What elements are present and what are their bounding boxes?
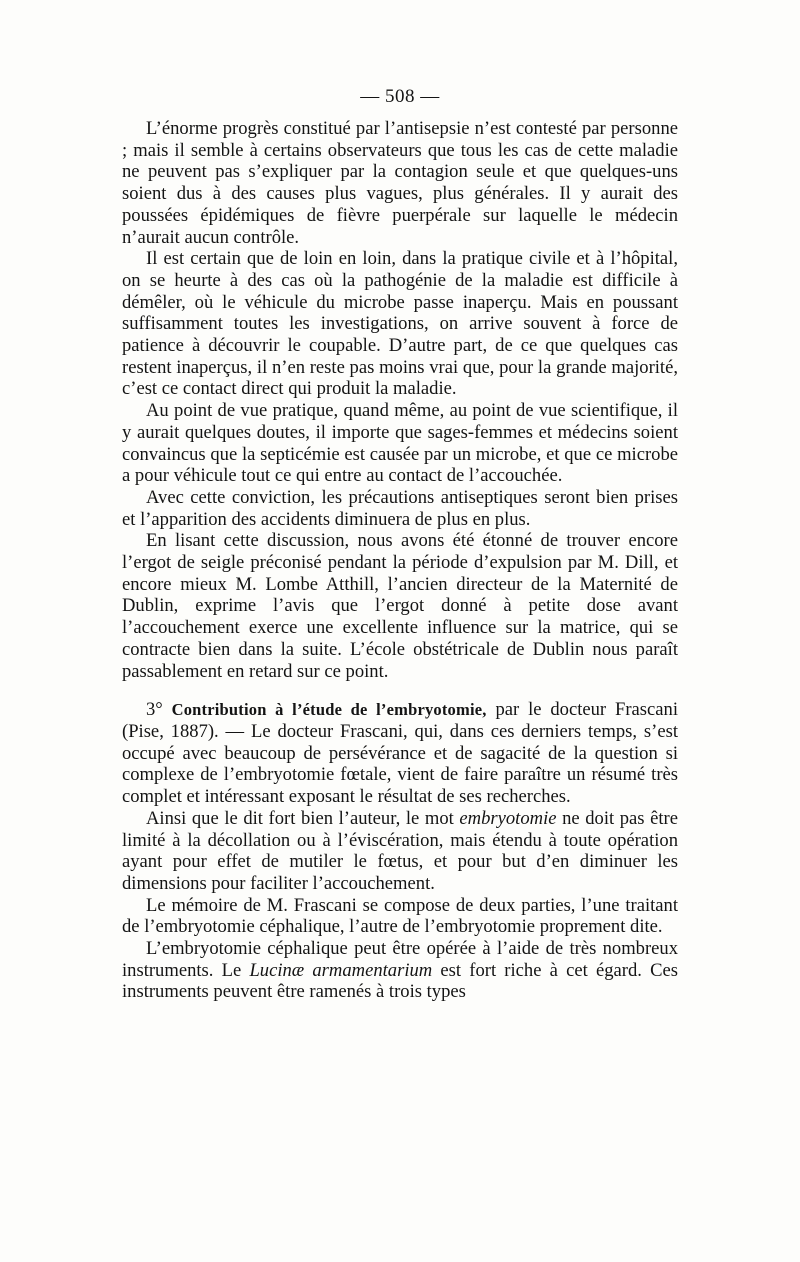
paragraph-memoir-parts: Le mémoire de M. Frascani se compose de deux parties, l’une traitant de l’embryotomie céphalique, l’autre de l’embryotomie proprement dite. (122, 894, 678, 938)
paragraph-conviction: Avec cette conviction, les précautions antiseptiques seront bien prises et l’apparition des accidents diminuera de plus en plus. (122, 486, 678, 530)
section-title: Contribution à l’étude de l’embryotomie, (171, 700, 487, 720)
section-intro-text: par le docteur Frascani (Pise, 1887). — Le docteur Frascani, qui, dans ces derniers temps, s’est occupé avec beaucoup de persévérance et de sagacité de la question si complexe de l’embryotomie fœtale, vient de faire paraître un résumé très complet et intéressant exposant le résultat de ses recherches. (122, 699, 678, 808)
section-embryotomy (122, 699, 678, 808)
paragraph-definition (122, 808, 678, 895)
cephalic-text-start: L’embryotomie céphalique peut être opérée à l’aide de très nombreux instruments. Le (122, 938, 678, 981)
definition-text-end: ne doit pas être limité à la décollation ou à l’éviscération, mais étendu à toute opération ayant pour effet de mutiler le fœtus, et pour but d’en diminuer les dimensions pour faciliter l’accouchement. (122, 807, 678, 894)
section-spacer (122, 682, 678, 699)
paragraph-practical-view: Au point de vue pratique, quand même, au point de vue scientifique, il y aurait quelques doutes, il importe que sages-femmes et médecins soient convaincus que la septicémie est causée par un microbe, et que ce microbe a pour véhicule tout ce qui entre au contact de l’accouchée. (122, 400, 678, 487)
term-lucinae-armamentarium: Lucinæ armamentarium (249, 959, 433, 981)
term-embryotomie: embryotomie (459, 807, 557, 829)
section-number: 3° (146, 699, 163, 721)
page-number: — 508 — (360, 86, 440, 107)
definition-text-start: Ainsi que le dit fort bien l’auteur, le mot (146, 807, 454, 829)
paragraph-ergot: En lisant cette discussion, nous avons été étonné de trouver encore l’ergot de seigle préconisé pendant la période d’expulsion par M. Dill, et encore mieux M. Lombe Atthill, l’ancien directeur de la Maternité de Dublin, exprime l’avis que l’ergot donné à petite dose avant l’accouchement exerce une excellente influence sur la matrice, qui se contracte bien dans la suite. L’école obstétricale de Dublin nous paraît passablement en retard sur ce point. (122, 530, 678, 682)
paragraph-cephalic (122, 938, 678, 1003)
paragraph-pathogenesis: Il est certain que de loin en loin, dans la pratique civile et à l’hôpital, on se heurte à des cas où la pathogénie de la maladie est difficile à démêler, où le véhicule du microbe passe inaperçu. Mais en poussant suffisamment toutes les investigations, on arrive souvent à force de patience à découvrir le coupable. D’autre part, de ce que quelques cas restent inaperçus, il n’en reste pas moins vrai que, pour la grande majorité, c’est ce contact direct qui produit la maladie. (122, 248, 678, 400)
paragraph-antisepsis: L’énorme progrès constitué par l’antisepsie n’est contesté par personne ; mais il semble à certains observateurs que tous les cas de cette maladie ne peuvent pas s’expliquer par la contagion seule et que quelques-uns soient dus à des causes plus vagues, plus générales. Il y aurait des poussées épidémiques de fièvre puerpérale sur laquelle le médecin n’aurait aucun contrôle. (122, 118, 678, 248)
book-page (122, 86, 678, 1003)
cephalic-text-end: est fort riche à cet égard. Ces instruments peuvent être ramenés à trois types (122, 959, 679, 1003)
